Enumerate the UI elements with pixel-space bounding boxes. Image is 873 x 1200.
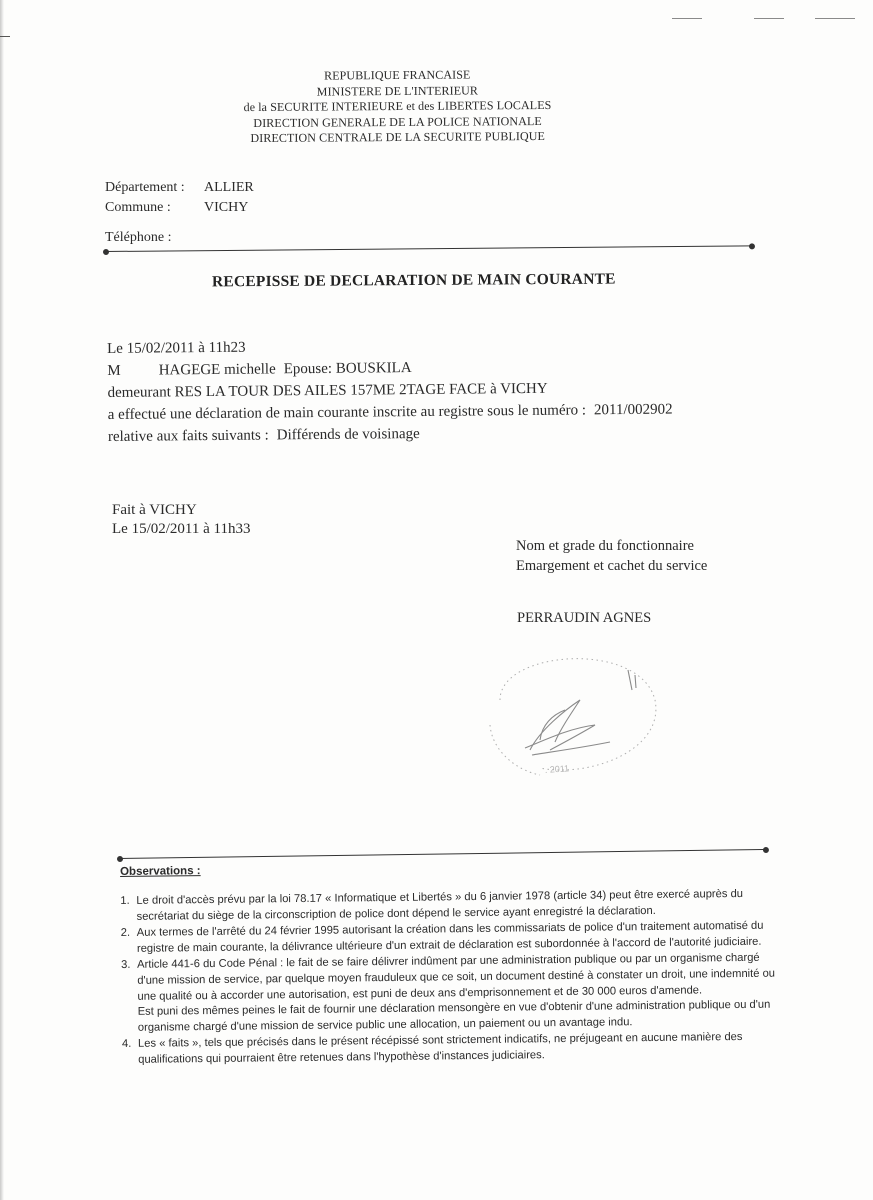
issued-place: Fait à VICHY: [112, 502, 197, 518]
observations-title: Observations :: [120, 865, 201, 878]
departement-label: Département :: [105, 180, 185, 195]
observation-number: 4.: [121, 1038, 132, 1051]
svg-text:. 2011: . 2011: [544, 763, 570, 775]
registry-number: 2011/002902: [593, 401, 673, 418]
commune-row: [105, 198, 254, 218]
signature-caption: Emargement et cachet du service: [516, 558, 708, 574]
declarant-civility: M: [107, 362, 121, 379]
observation-text-group: [137, 951, 782, 1036]
registry-text: a effectué une déclaration de main courante inscrite au registre sous le numéro :: [107, 401, 587, 423]
observations-section: [120, 859, 782, 1070]
signature-caption: Nom et grade du fonctionnaire: [516, 538, 694, 554]
observation-text: Aux termes de l'arrêté du 24 février 1995 autorisant la création dans les commissariats de police d'un traitement automatisé du registre de main courante, la délivrance ultérieure d'un extrait de déclaration est subordonnée à l'accord de l'autorité judiciaire.: [136, 919, 764, 955]
observation-text: Le droit d'accès prévu par la loi 78.17 « Informatique et Libertés » du 6 janvier 1978 (article 34) peut être exercé auprès du secrétariat du siège de la circonscription de police dont dépend le service ayant enregistré la déclaration.: [136, 887, 744, 923]
declarant-address: demeurant RES LA TOUR DES AILES 157ME 2TAGE FACE à VICHY: [107, 380, 548, 401]
facts-label: relative aux faits suivants :: [107, 426, 269, 445]
header-line: REPUBLIQUE FRANCAISE: [324, 67, 471, 83]
location-info: [105, 178, 254, 248]
ministry-header: [230, 67, 566, 147]
telephone-label: Téléphone :: [105, 230, 172, 245]
facts-value: Différends de voisinage: [276, 425, 420, 443]
commune-label: Commune :: [105, 200, 171, 215]
declaration-date: Le 15/02/2011 à 11h23: [107, 339, 246, 357]
issued-date: Le 15/02/2011 à 11h33: [112, 521, 251, 537]
observation-number: 2.: [120, 927, 131, 940]
officer-name: PERRAUDIN AGNES: [517, 610, 652, 626]
header-line: DIRECTION GENERALE DE LA POLICE NATIONALE: [253, 113, 542, 130]
commune-value: VICHY: [204, 200, 249, 215]
observation-text: Article 441-6 du Code Pénal : le fait de se faire délivrer indûment par une administration publique ou par un organisme chargé d'une mission de service, par quelque moyen frauduleux que ce soit, un document destiné à constater un droit, une indemnité ou une qualité ou à accorder une autorisation, est puni de deux ans d'emprisonnement et de 30 000 euros d'amende.: [137, 952, 776, 1003]
observations-list: [120, 887, 782, 1069]
signature-block: [516, 538, 707, 578]
divider-dot: [103, 249, 109, 255]
declarant-spouse: Epouse: BOUSKILA: [283, 359, 412, 377]
telephone-row: [105, 228, 254, 248]
divider-line: [120, 849, 766, 859]
declarant-name: HAGEGE michelle: [158, 360, 276, 379]
scan-mark: [672, 18, 702, 19]
scan-mark: [815, 18, 855, 19]
scan-mark: [754, 18, 784, 19]
declaration-body: [107, 331, 808, 448]
document-title: RECEPISSE DE DECLARATION DE MAIN COURANTE: [211, 270, 616, 291]
observation-item: [121, 951, 782, 1036]
observation-text: Les « faits », tels que précisés dans le présent récépissé sont strictement indicatifs, ne préjugeant en aucune manière des qualifications qui pourraient être retenues dans l'hypothèse d'instances judiciaires.: [137, 1031, 743, 1066]
observation-number: 3.: [121, 959, 131, 972]
header-line: de la SECURITE INTERIEURE et des LIBERTES LOCALES: [243, 97, 552, 115]
divider-dot: [763, 847, 769, 853]
header-line: DIRECTION CENTRALE DE LA SECURITE PUBLIQUE: [250, 128, 546, 146]
observation-number: 1.: [120, 894, 130, 907]
departement-row: [105, 178, 254, 198]
official-stamp-signature: [470, 630, 670, 780]
observation-extra-text: Est puni des mêmes peines le fait de fournir une déclaration mensongère en vue d'obtenir d'une administration publique ou d'un organisme chargé d'une mission de service public une allocation, un paiement ou un avantage indu.: [137, 998, 771, 1034]
observation-item: [122, 1030, 782, 1069]
departement-value: ALLIER: [204, 180, 254, 195]
divider-dot: [749, 243, 755, 249]
scan-edge: [0, 0, 4, 1200]
header-line: MINISTERE DE L'INTERIEUR: [316, 82, 479, 99]
divider-dot: [117, 856, 123, 862]
issued-at: [112, 502, 250, 540]
scan-mark: [0, 36, 10, 37]
